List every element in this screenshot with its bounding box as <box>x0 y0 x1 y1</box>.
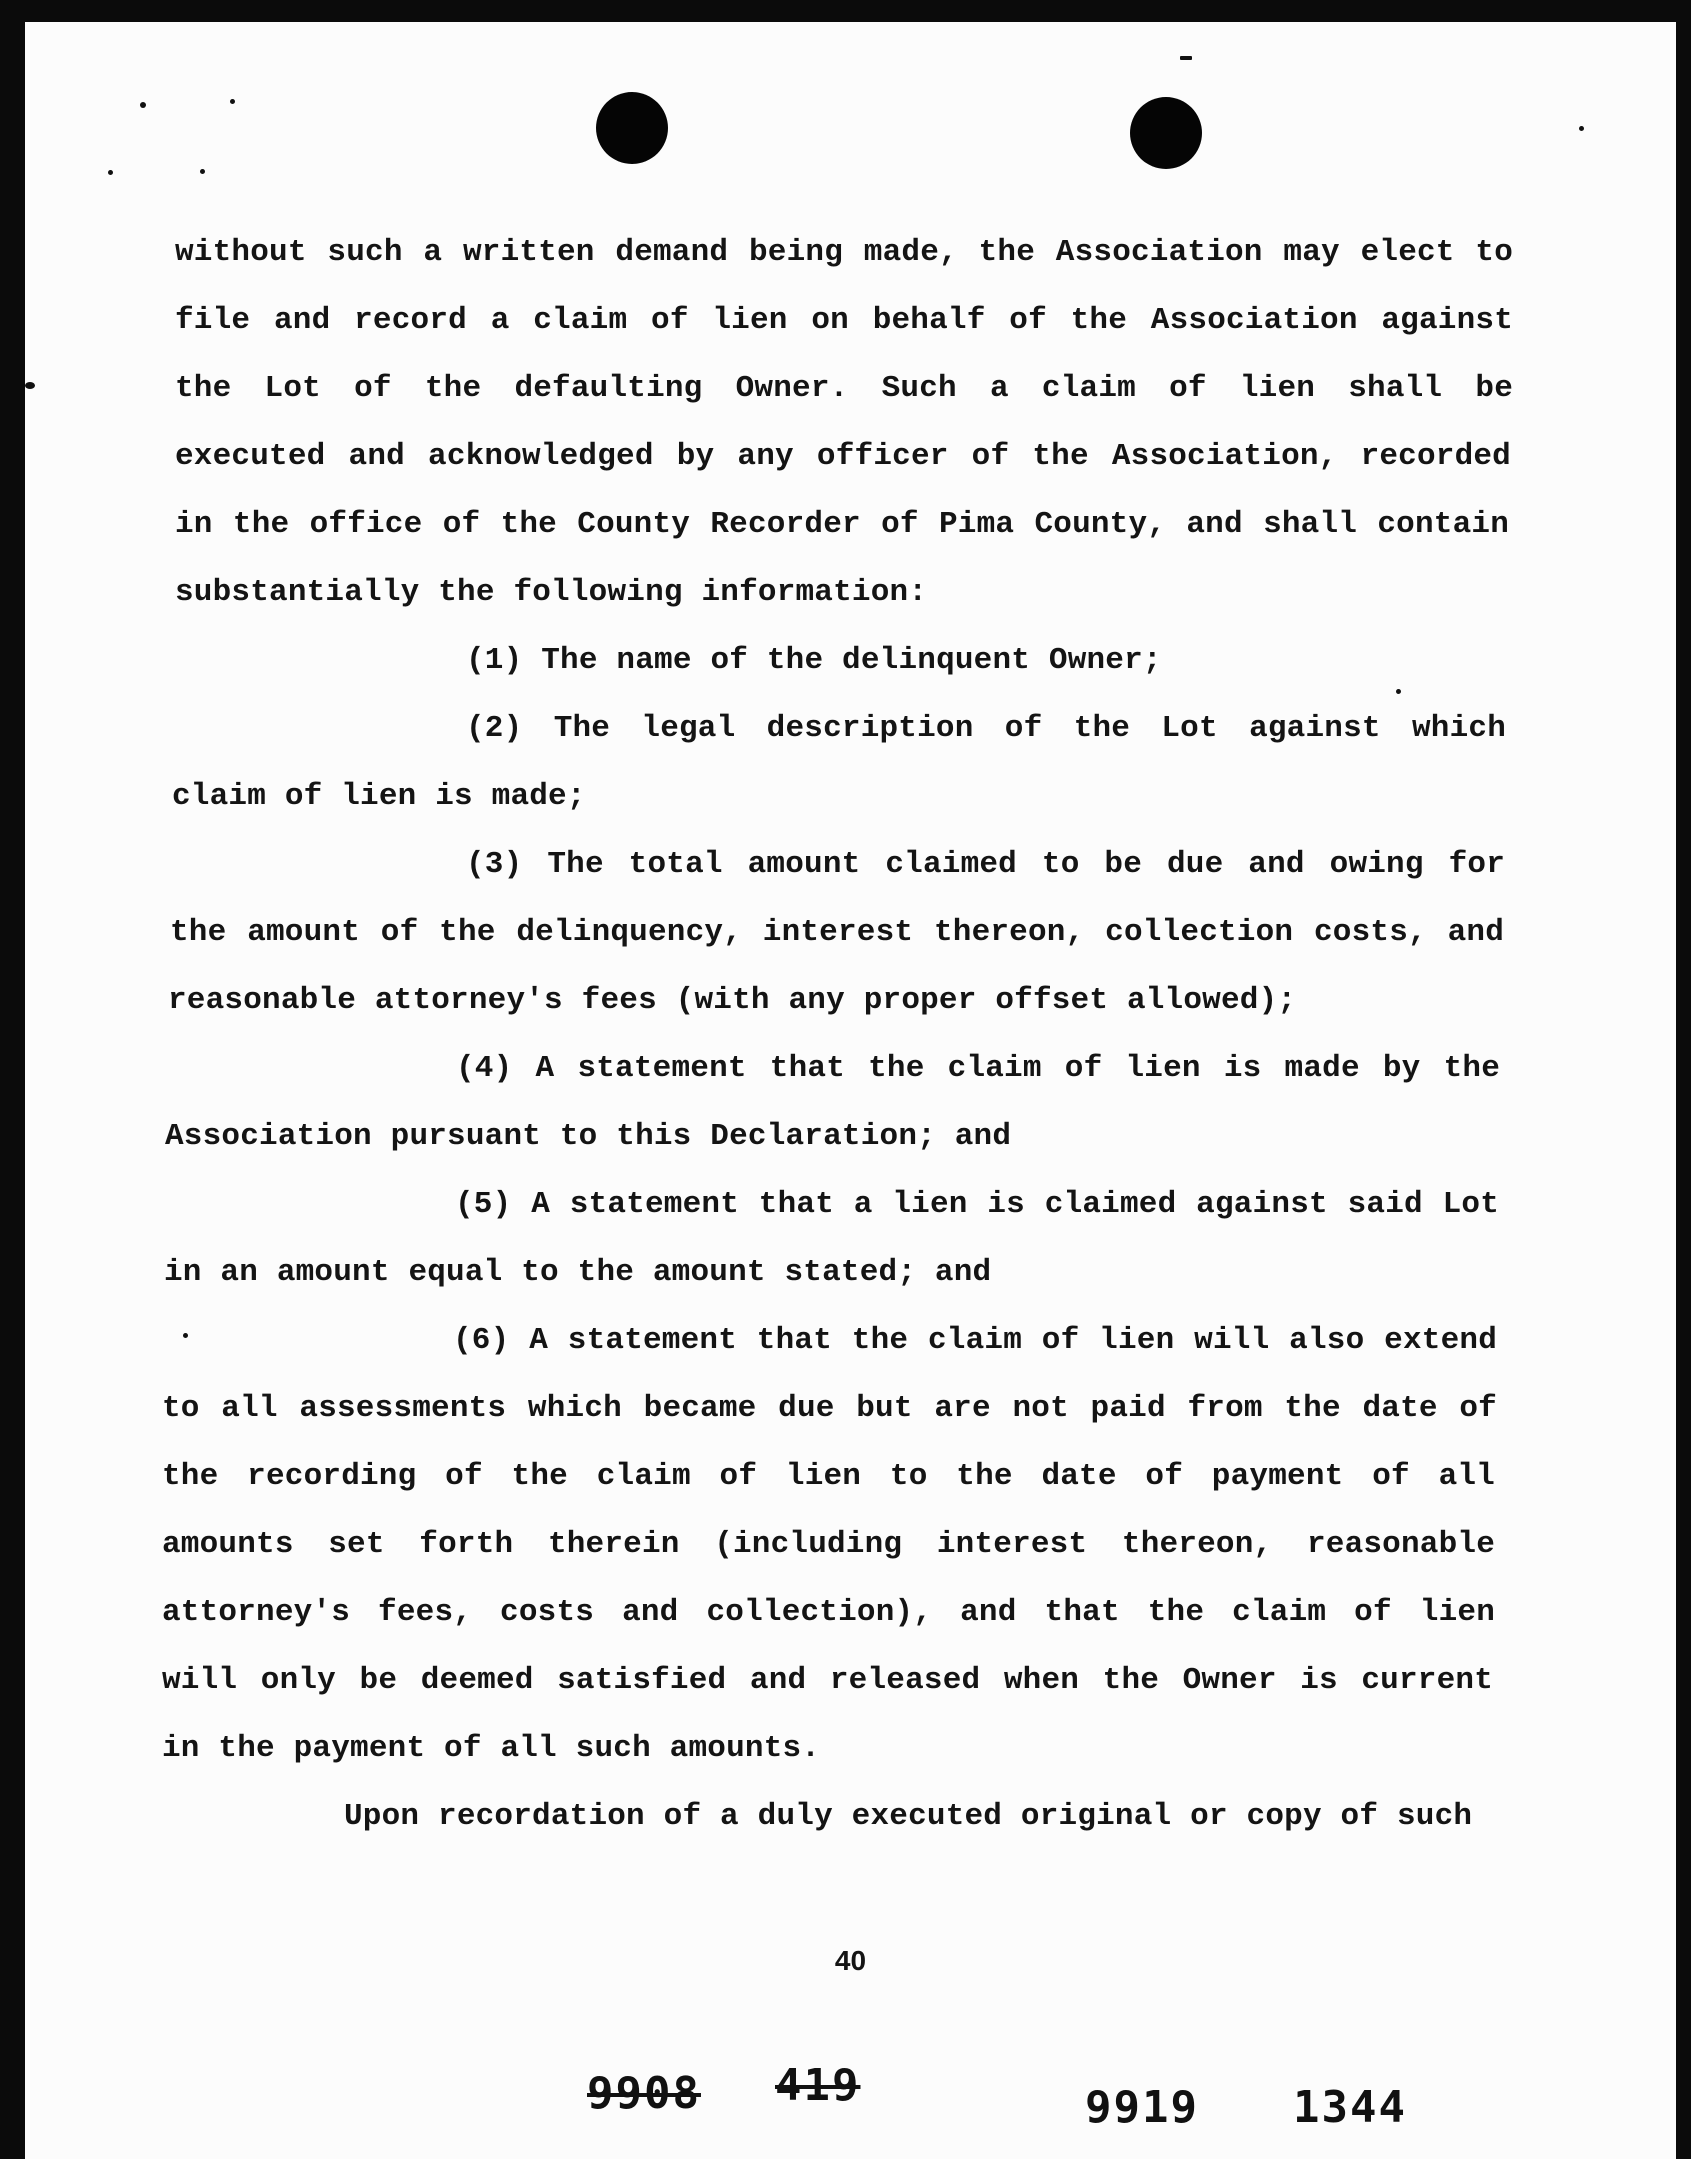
list-item-1: (1) The name of the delinquent Owner; <box>466 643 1162 678</box>
punch-hole-right <box>1130 97 1202 169</box>
body-line: claim of lien is made; <box>172 779 586 814</box>
body-line: file and record a claim of lien on behalf of the Association against <box>175 303 1513 338</box>
page-number: 40 <box>834 1945 867 1976</box>
scan-speck <box>1579 126 1584 131</box>
body-line: substantially the following information: <box>175 575 928 610</box>
body-line: amounts set forth therein (including interest thereon, reasonable <box>162 1527 1495 1562</box>
recording-stamp: 1344 <box>1293 2082 1407 2133</box>
scan-speck <box>200 169 205 174</box>
body-line: reasonable attorney's fees (with any proper offset allowed); <box>168 983 1297 1018</box>
recording-stamp-crossed: 419 <box>775 2060 861 2111</box>
body-line: the Lot of the defaulting Owner. Such a claim of lien shall be <box>175 371 1513 406</box>
scan-speck <box>230 99 235 104</box>
body-line: in the office of the County Recorder of Pima County, and shall contain <box>175 507 1509 542</box>
list-item-4: (4) A statement that the claim of lien is made by the <box>456 1051 1500 1086</box>
recording-stamp-crossed: 9908 <box>587 2068 701 2119</box>
body-line: executed and acknowledged by any officer of the Association, recorded <box>175 439 1511 474</box>
body-line: attorney's fees, costs and collection), and that the claim of lien <box>162 1595 1495 1630</box>
list-item-3: (3) The total amount claimed to be due and owing for <box>466 847 1505 882</box>
body-line: Upon recordation of a duly executed original or copy of such <box>344 1799 1473 1834</box>
list-item-6: (6) A statement that the claim of lien will also extend <box>453 1323 1497 1358</box>
list-item-5: (5) A statement that a lien is claimed against said Lot <box>455 1187 1499 1222</box>
recording-stamp: 9919 <box>1085 2082 1199 2133</box>
list-item-2: (2) The legal description of the Lot against which <box>466 711 1506 746</box>
body-line: Association pursuant to this Declaration; and <box>165 1119 1012 1154</box>
scan-speck <box>108 170 113 175</box>
body-line: in the payment of all such amounts. <box>162 1731 821 1766</box>
scan-speck <box>25 382 35 389</box>
scan-speck <box>1180 56 1192 60</box>
body-line: to all assessments which became due but are not paid from the date of <box>162 1391 1497 1426</box>
body-line: in an amount equal to the amount stated; and <box>164 1255 992 1290</box>
document-page <box>25 22 1676 2159</box>
punch-hole-left <box>596 92 668 164</box>
scan-speck <box>1396 689 1401 694</box>
scan-speck <box>140 102 146 108</box>
body-line: the recording of the claim of lien to the date of payment of all <box>162 1459 1495 1494</box>
body-line: the amount of the delinquency, interest thereon, collection costs, and <box>170 915 1504 950</box>
scan-speck <box>183 1333 188 1338</box>
body-line: will only be deemed satisfied and released when the Owner is current <box>162 1663 1493 1698</box>
body-line: without such a written demand being made, the Association may elect to <box>175 235 1513 270</box>
